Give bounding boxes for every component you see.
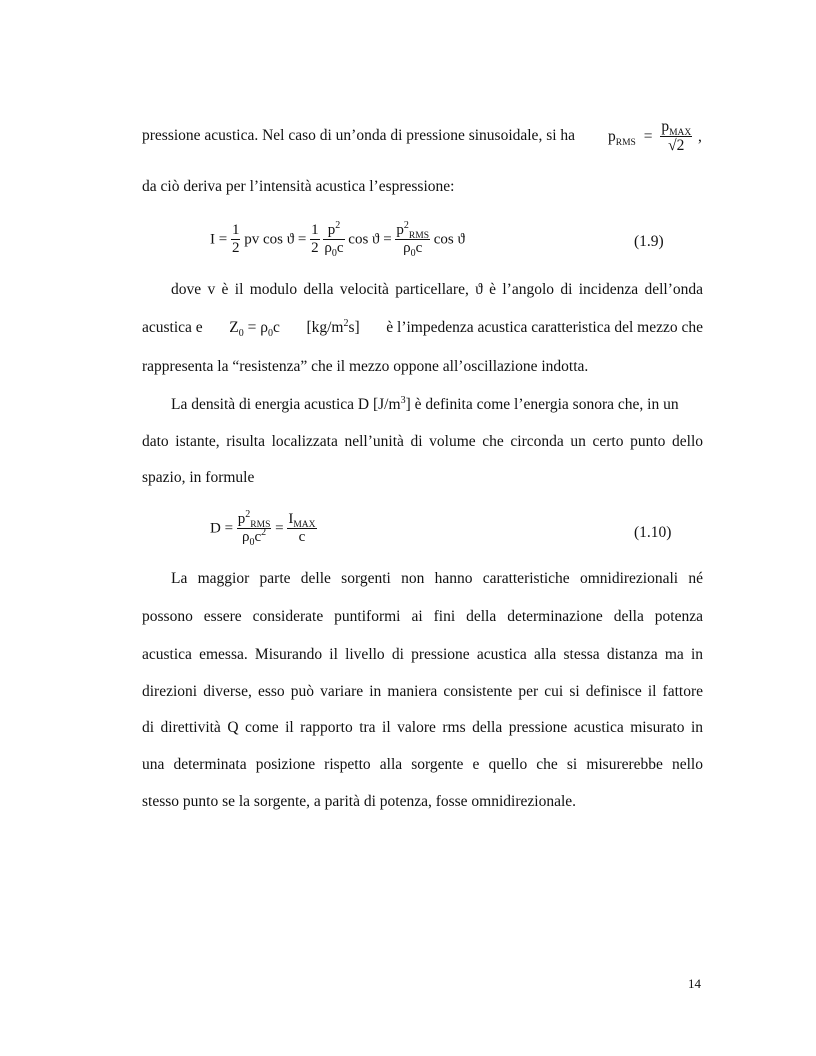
equation-number: (1.10) [634,524,672,541]
text-line: possono essere considerate puntiformi ai fini della determinazione della potenza [142,608,703,625]
prms-formula: $p_{RMS}$ = $\frac{p_{MAX}}{√2}$ [608,118,692,154]
text-line: La maggior parte delle sorgenti non hanno caratteristiche omnidirezionali né [171,570,703,587]
text-line: dove v è il modulo della velocità particellare, ϑ è l’angolo di incidenza dell’onda [171,281,703,298]
equation-1-9: I = $\frac{1}{2}$ pv cos ϑ = $\frac{1}{2}$ $\frac{p^2}{\rho_0c}$ cos ϑ = $\frac{p^2_{RMS}}{\rho_0c}$ cos ϑ [210,220,465,260]
equation-number: (1.9) [634,233,664,250]
text-line: stesso punto se la sorgente, a parità di potenza, fosse omnidirezionale. [142,793,577,810]
text-line: pressione acustica. Nel caso di un’onda di pressione sinusoidale, si ha [142,127,576,144]
text-line: direzioni diverse, esso può variare in maniera consistente per cui si definisce il fattore [142,683,703,700]
text-line: di direttività Q come il rapporto tra il valore rms della pressione acustica misurato in [142,719,703,736]
page-number: 14 [688,976,701,991]
text-line: rappresenta la “resistenza” che il mezzo oppone all’oscillazione indotta. [142,358,589,375]
text-line: dato istante, risulta localizzata nell’unità di volume che circonda un certo punto dello [142,433,703,450]
text-line: acustica e $Z_0 = \rho_0c$ $[kg/m^2s]$ è l’impedenza acustica caratteristica del mezzo che [142,317,703,340]
equation-1-10: D = $\frac{p^2_{RMS}}{\rho_0c^2}$ = $\frac{I_{MAX}}{c}$ [210,509,316,549]
text-line: da ciò deriva per l’intensità acustica l’espressione: [142,178,455,195]
comma: , [698,128,702,145]
text-line: spazio, in formule [142,469,255,486]
text-line: acustica emessa. Misurando il livello di pressione acustica alla stessa distanza ma in [142,646,703,663]
text-line: una determinata posizione rispetto alla sorgente e quello che si misurerebbe nello [142,756,703,773]
text-line: La densità di energia acustica D $[J/m^3]$ è definita come l’energia sonora che, in un [171,394,679,413]
